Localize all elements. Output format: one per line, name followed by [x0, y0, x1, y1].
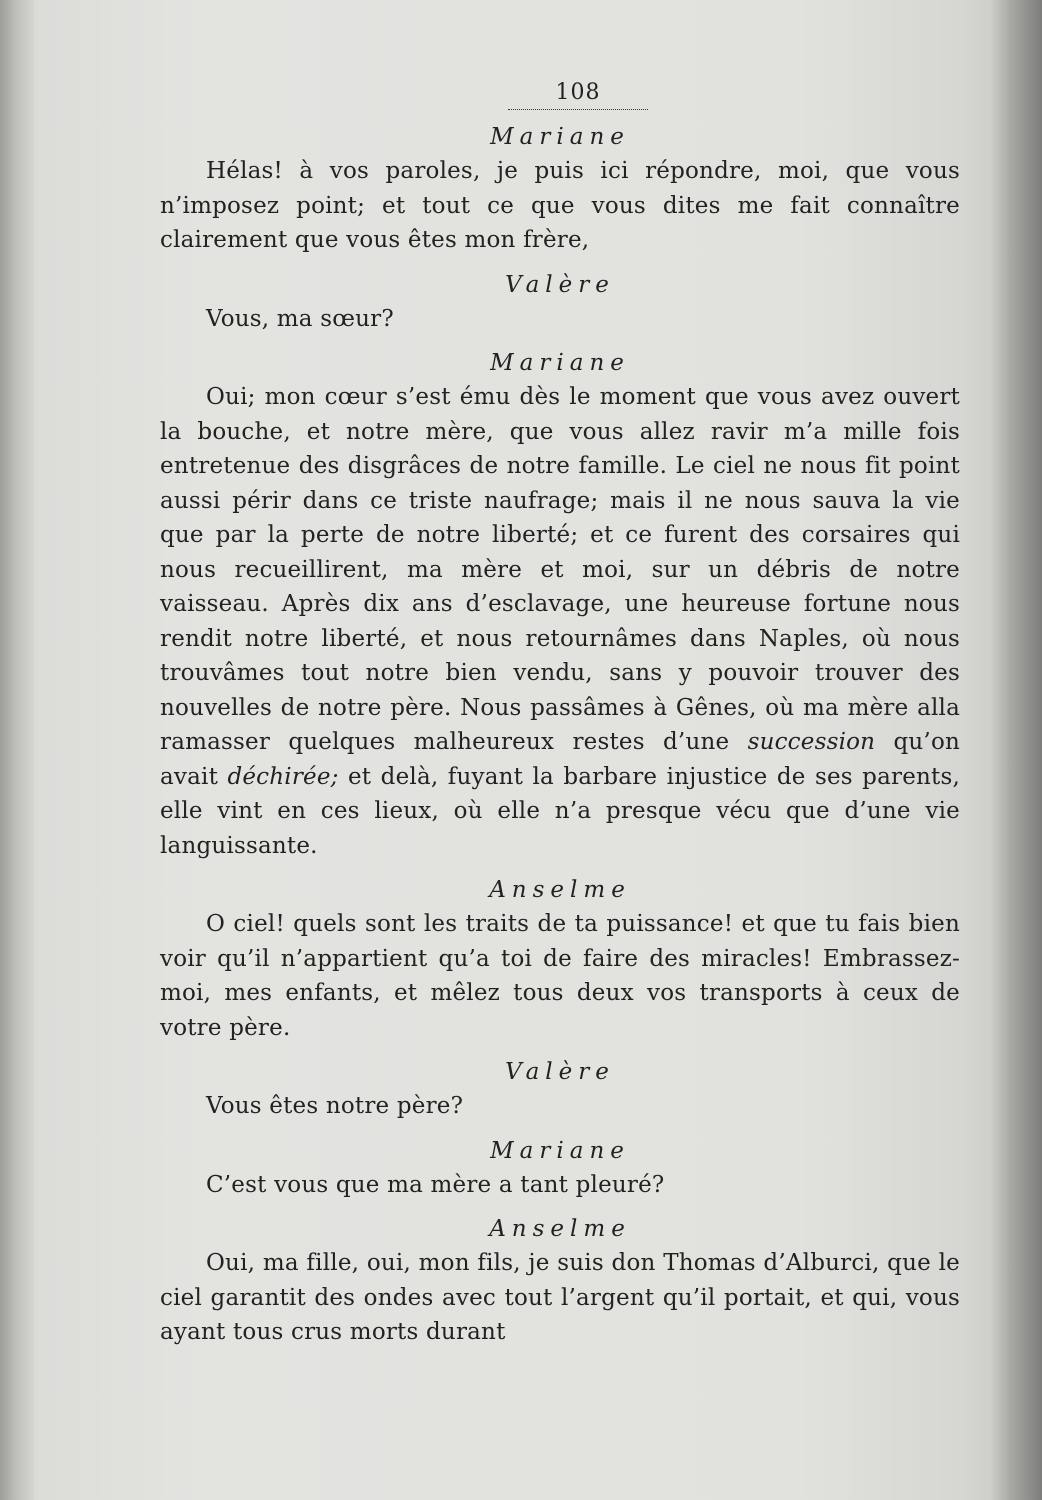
speech-text: C’est vous que ma mère a tant pleuré?	[206, 1171, 665, 1198]
speech-text: Oui, ma fille, oui, mon fils, je suis don Thomas d’Alburci, que le ciel garantit des ondes avec tout l’argent qu’il portait, et qui, vous ayant tous crus morts durant	[160, 1250, 960, 1345]
speaker-name: Mariane	[490, 350, 630, 376]
speech-segment: et delà, fuyant la barbare injustice de ses parents, elle vint en ces lieux, où elle n’a presque vécu que d’une vie languissante.	[160, 763, 960, 859]
page-binding-edge	[0, 0, 34, 1500]
speaker-name: Valère	[505, 1059, 615, 1085]
speech-segment: Oui; mon cœur s’est ému dès le moment que vous avez ouvert la bouche, et notre mère, que vous allez ravir m’a mille fois entretenue des disgrâces de notre famille. Le ciel ne nous fit point aussi périr dans ce triste naufrage; mais il ne nous sauva la vie que par la perte de notre liberté; et ce furent des corsaires qui nous recueillirent, ma mère et moi, sur un débris de notre vaisseau. Après dix ans d’esclavage, une heureuse fortune nous rendit notre liberté, et nous retournâmes dans Naples, où nous trouvâmes tout notre bien vendu, sans y pouvoir trouver des nouvelles de notre père. Nous passâmes à Gênes, où ma mère alla ramasser quelques malheureux restes d’une	[160, 384, 960, 755]
speech-text	[160, 380, 960, 863]
page-text	[160, 80, 960, 1350]
speech-text: O ciel! quels sont les traits de ta puissance! et que tu fais bien voir qu’il n’appartient qu’a toi de faire des miracles! Embrassez-moi, mes enfants, et mêlez tous deux vos transports à ceux de votre père.	[160, 911, 960, 1041]
speaker-name: Mariane	[490, 1137, 630, 1164]
italic-term: déchirée;	[227, 763, 339, 790]
speaker-name: Anselme	[489, 1216, 631, 1242]
speaker-name: Anselme	[489, 877, 631, 903]
speaker-name: Valère	[505, 271, 615, 298]
speech-text: Vous, ma sœur?	[206, 305, 394, 332]
page-number: 108	[508, 80, 648, 110]
speech-text: Vous êtes notre père?	[206, 1093, 464, 1119]
speech-text: Hélas! à vos paroles, je puis ici répondre, moi, que vous n’imposez point; et tout ce que vous dites me fait connaître clairement que vous êtes mon frère,	[160, 158, 960, 253]
italic-term: succession	[747, 729, 876, 755]
speech-segment: qu’on avait	[160, 729, 961, 790]
speaker-name: Mariane	[490, 124, 630, 150]
